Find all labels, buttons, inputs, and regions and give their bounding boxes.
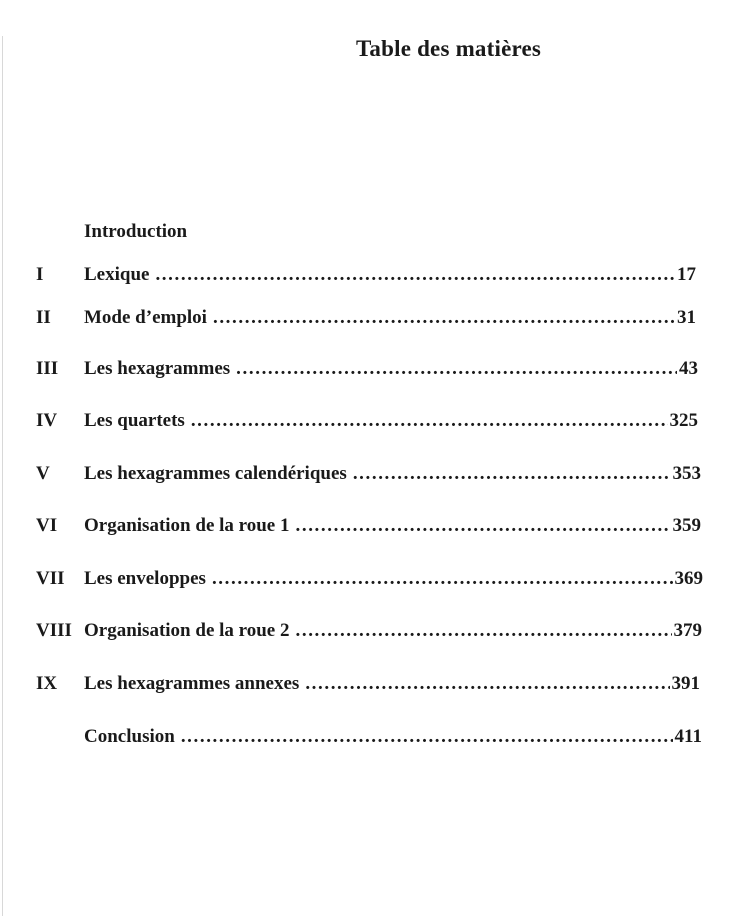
toc-entry-page: 31 (677, 307, 696, 328)
toc-entry-les-hexagrammes[interactable] (36, 358, 698, 382)
page-edge-line (2, 36, 3, 916)
toc-entry-page: 359 (672, 515, 701, 536)
dot-leader (212, 568, 673, 590)
toc-entry-label: Les enveloppes (84, 568, 206, 589)
toc-entry-label: Lexique (84, 264, 150, 285)
toc-entry-number: II (36, 307, 51, 328)
toc-entry-conclusion[interactable] (36, 726, 702, 750)
toc-entry-label: Organisation de la roue 2 (84, 620, 290, 641)
toc-title: Table des matières (356, 36, 542, 61)
dot-leader (181, 726, 673, 748)
toc-entry-les-enveloppes[interactable] (36, 568, 703, 592)
dot-leader (305, 673, 669, 695)
toc-entry-label: Les hexagrammes annexes (84, 673, 300, 694)
toc-entry-number: VII (36, 568, 65, 589)
toc-entry-number: VI (36, 515, 58, 536)
toc-entry-label: Mode d’emploi (84, 307, 207, 328)
toc-entry-lexique[interactable] (36, 264, 696, 288)
dot-leader (191, 410, 668, 432)
toc-entry-page: 379 (673, 620, 702, 641)
toc-entry-page: 325 (669, 410, 698, 431)
toc-entry-organisation-roue-2[interactable] (36, 620, 702, 644)
dot-leader (155, 264, 675, 286)
toc-entry-page: 17 (677, 264, 696, 285)
toc-entry-label: Conclusion (84, 726, 175, 747)
dot-leader (353, 463, 671, 485)
toc-entry-number: V (36, 463, 50, 484)
toc-entry-page: 43 (679, 358, 698, 379)
dot-leader (296, 620, 672, 642)
toc-entry-page: 369 (674, 568, 703, 589)
toc-entry-les-quartets[interactable] (36, 410, 698, 434)
toc-entry-hexagrammes-calendériques[interactable] (36, 463, 701, 487)
toc-entry-label: Les quartets (84, 410, 185, 431)
toc-entry-introduction (36, 221, 236, 245)
dot-leader (236, 358, 677, 380)
toc-entry-label: Organisation de la roue 1 (84, 515, 290, 536)
toc-entry-number: VIII (36, 620, 72, 641)
dot-leader (213, 307, 675, 329)
toc-entry-page: 353 (672, 463, 701, 484)
toc-entry-organisation-roue-1[interactable] (36, 515, 701, 539)
toc-entry-number: IV (36, 410, 58, 431)
toc-entry-page: 411 (674, 726, 702, 747)
toc-entry-label: Les hexagrammes calendériques (84, 463, 347, 484)
toc-entry-mode-d-emploi[interactable] (36, 307, 696, 331)
toc-entry-page: 391 (671, 673, 700, 694)
dot-leader (296, 515, 671, 537)
toc-entry-number: III (36, 358, 59, 379)
toc-entry-label: Les hexagrammes (84, 358, 231, 379)
toc-entry-number: I (36, 264, 44, 285)
toc-entry-hexagrammes-annexes[interactable] (36, 673, 700, 697)
toc-entry-label: Introduction (84, 221, 188, 242)
toc-entry-number: IX (36, 673, 58, 694)
